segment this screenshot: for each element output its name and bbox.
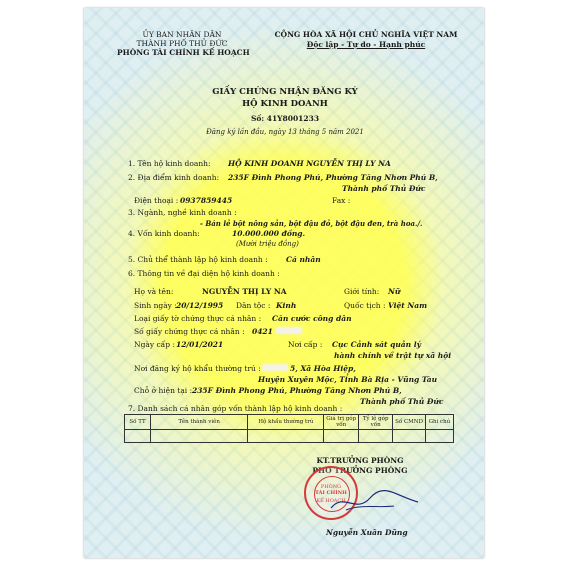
header-left-line3: PHÒNG TÀI CHÍNH KẾ HOẠCH: [117, 48, 250, 57]
certificate-number: Số: 41Y8001233: [250, 114, 320, 123]
ethnic-label: Dân tộc :: [236, 301, 271, 310]
issued-place-label: Nơi cấp :: [288, 340, 323, 349]
gender-value: Nữ: [388, 287, 401, 296]
permanent-address-value2: Huyện Xuyên Mộc, Tỉnh Bà Rịa - Vũng Tàu: [258, 375, 438, 384]
handwritten-signature: [326, 488, 426, 518]
business-line-label: 3. Ngành, nghề kinh doanh :: [128, 208, 237, 217]
capital-words: (Mười triệu đồng): [236, 240, 299, 248]
nationality-label: Quốc tịch :: [344, 301, 386, 310]
table-header-cell: Giá trị góp vốn: [324, 415, 358, 430]
id-type-label: Loại giấy tờ chứng thực cá nhân :: [134, 314, 262, 323]
business-line-value: - Bán lẻ bột nông sản, bột đậu đỏ, bột đậu đen, trà hoa./.: [200, 219, 423, 228]
table-header-cell: Tỷ lệ góp vốn: [358, 415, 392, 430]
header-left-line1: ỦY BAN NHÂN DÂN: [142, 30, 222, 39]
permanent-address-label: Nơi đăng ký hộ khẩu thường trú :: [134, 364, 261, 373]
current-address-value2: Thành phố Thủ Đức: [360, 397, 444, 406]
business-address-label: 2. Địa điểm kinh doanh:: [128, 173, 220, 182]
id-number-value: 0421: [252, 327, 273, 336]
table-header-cell: Ghi chú: [425, 415, 453, 430]
signature-title2: PHÓ TRƯỞNG PHÒNG: [312, 466, 408, 475]
phone-label: Điện thoại :: [134, 196, 179, 205]
table-header-cell: Số CMND: [393, 415, 425, 430]
business-name-value: HỘ KINH DOANH NGUYỄN THỊ LY NA: [228, 159, 391, 168]
header-left-line2: THÀNH PHỐ THỦ ĐỨC: [136, 39, 228, 48]
issued-place-value: Cục Cảnh sát quản lý: [332, 340, 421, 349]
name-label: Họ và tên:: [134, 287, 174, 296]
id-type-value: Căn cước công dân: [272, 314, 352, 323]
founder-type-label: 5. Chủ thể thành lập hộ kinh doanh :: [128, 255, 268, 264]
signature-title1: KT.TRƯỞNG PHÒNG: [316, 456, 404, 465]
issued-date-value: 12/01/2021: [176, 340, 224, 349]
registration-date: Đăng ký lần đầu, ngày 13 tháng 5 năm 2021: [206, 128, 364, 136]
permanent-address-value: 5, Xã Hòa Hiệp,: [290, 364, 356, 373]
table-header-cell: Tên thành viên: [151, 415, 248, 430]
business-name-label: 1. Tên hộ kinh doanh:: [128, 159, 211, 168]
title-line1: GIẤY CHỨNG NHẬN ĐĂNG KÝ: [212, 87, 358, 97]
stamp-text-3: KẾ HOẠCH: [316, 498, 346, 504]
id-number-label: Số giấy chứng thực cá nhân :: [134, 327, 245, 336]
nationality-value: Việt Nam: [388, 301, 428, 310]
stamp-text-2: TÀI CHÍNH: [315, 490, 347, 496]
fax-label: Fax :: [332, 196, 351, 205]
table-header-cell: Số TT: [125, 415, 151, 430]
header-right-line2: Độc lập - Tự do - Hạnh phúc: [306, 40, 426, 49]
ethnic-value: Kinh: [276, 301, 297, 310]
header-right-line1: CỘNG HÒA XÃ HỘI CHỦ NGHĨA VIỆT NAM: [274, 30, 458, 39]
name-value: NGUYỄN THỊ LY NA: [202, 287, 287, 296]
capital-label: 4. Vốn kinh doanh:: [128, 229, 200, 238]
issued-date-label: Ngày cấp :: [134, 340, 175, 349]
table-row: [125, 430, 454, 443]
phone-value: 0937859445: [180, 196, 233, 205]
title-line2: HỘ KINH DOANH: [242, 99, 328, 109]
issued-place-value2: hành chính về trật tự xã hội: [334, 351, 452, 360]
gender-label: Giới tính:: [344, 287, 380, 296]
current-address-label: Chỗ ở hiện tại :: [134, 386, 193, 395]
dob-label: Sinh ngày :: [134, 301, 177, 310]
table-header-row: [125, 415, 454, 430]
id-number-redaction: [276, 327, 302, 334]
signer-name: Nguyễn Xuân Dũng: [326, 528, 408, 537]
founder-type-value: Cá nhân: [286, 255, 321, 264]
contributors-label: 7. Danh sách cá nhân góp vốn thành lập hộ kinh doanh :: [128, 404, 343, 413]
representative-label: 6. Thông tin về đại diện hộ kinh doanh :: [128, 269, 280, 278]
table-header-cell: Hộ khẩu thường trú: [248, 415, 324, 430]
dob-value: 20/12/1995: [176, 301, 224, 310]
contributors-table: [124, 414, 454, 443]
stamp-text-1: PHÒNG: [320, 484, 342, 490]
capital-value: 10.000.000 đồng.: [232, 229, 306, 238]
current-address-value: 235F Đình Phong Phú, Phường Tăng Nhơn Phú B,: [192, 386, 402, 395]
business-address-value2: Thành phố Thủ Đức: [342, 184, 426, 193]
permanent-address-redaction: [262, 364, 288, 371]
business-address-value: 235F Đình Phong Phú, Phường Tăng Nhơn Phú B,: [228, 173, 438, 182]
